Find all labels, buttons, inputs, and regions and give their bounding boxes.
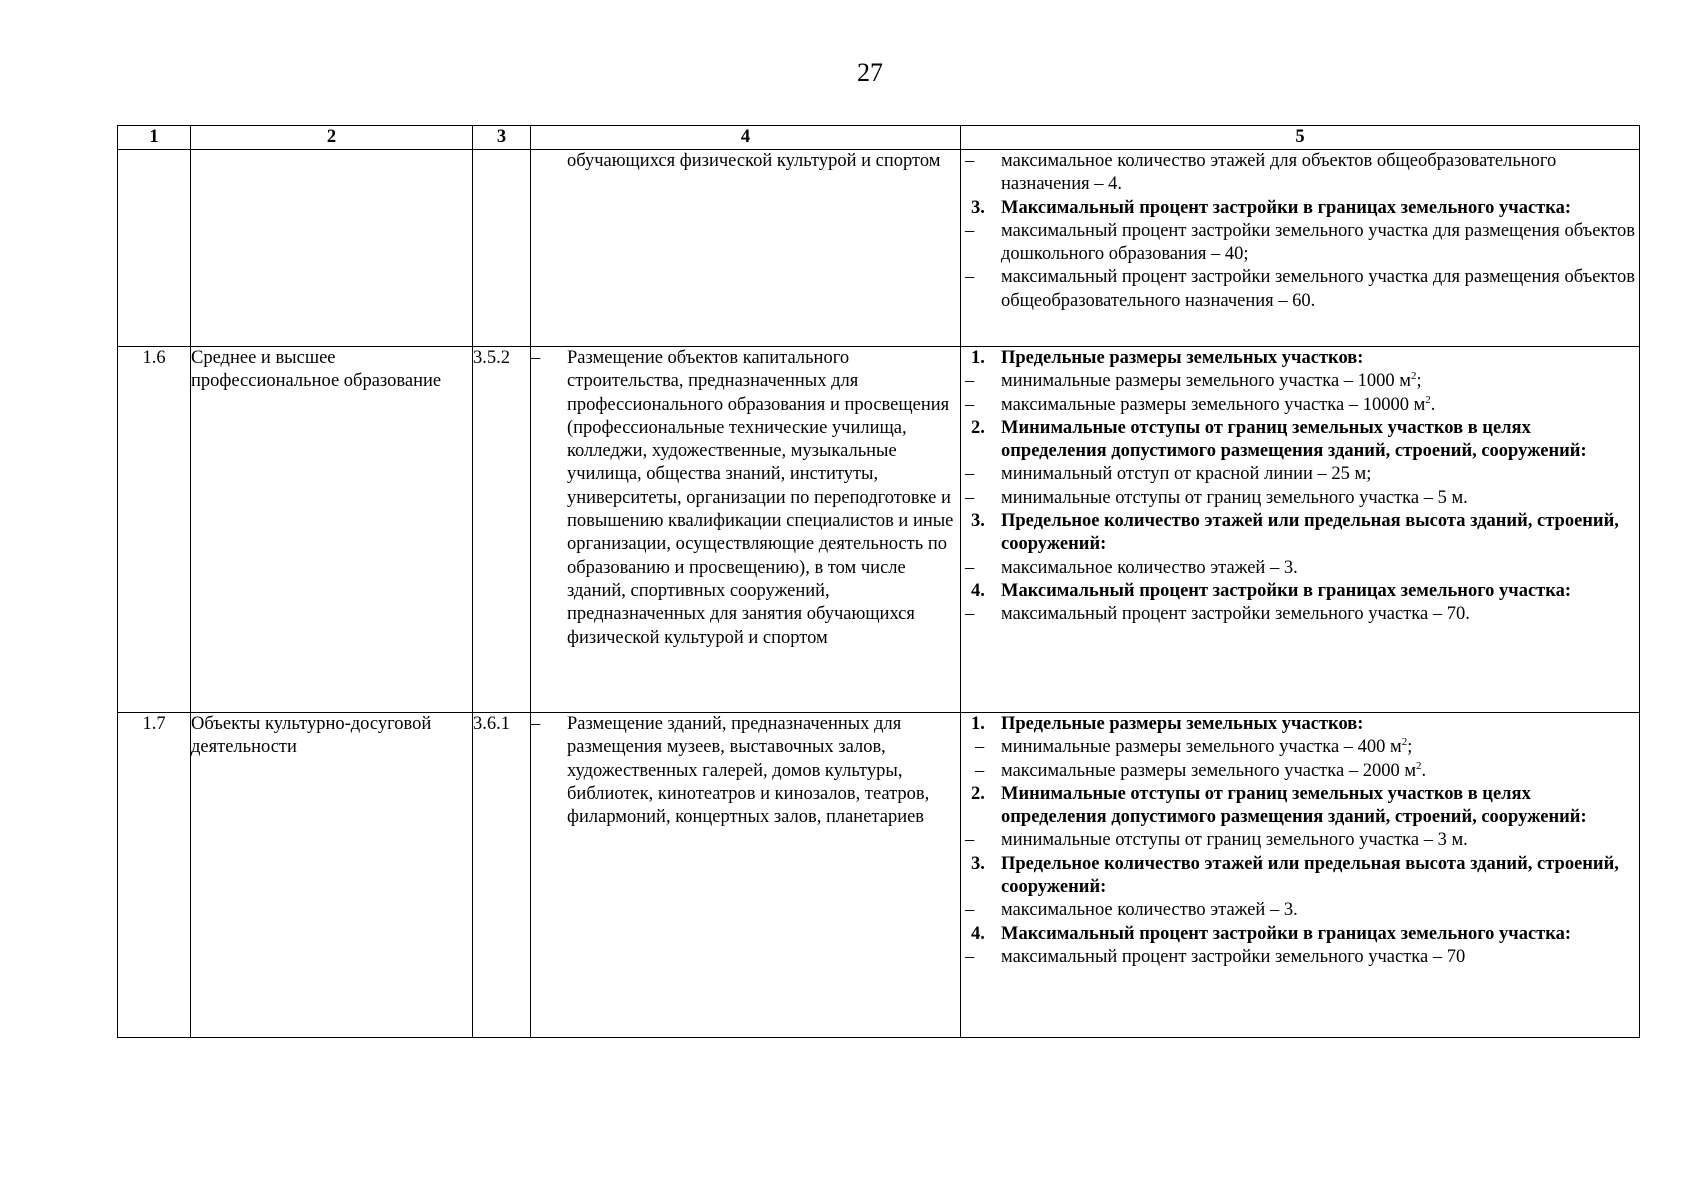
item-text-wrap [1001, 736, 1639, 759]
parameter-heading [961, 783, 1639, 830]
column-header: 2 [191, 126, 473, 150]
item-text: максимальные размеры земельного участка – 10000 м [1001, 394, 1426, 415]
item-text: максимальный процент застройки земельного участка для размещения объектов дошкольного образования – 40; [1001, 220, 1635, 265]
item-text: максимальный процент застройки земельного участка – 70 [1001, 946, 1466, 967]
description-dash: – [531, 348, 541, 368]
item-text: минимальные размеры земельного участка – 1000 м [1001, 371, 1411, 392]
parameter-item [961, 829, 1639, 852]
unit-superscript: 2 [1425, 393, 1431, 406]
item-text: Максимальный процент застройки в границах земельного участка: [1001, 197, 1572, 218]
land-use-name [191, 150, 473, 347]
row-number: 1.7 [118, 713, 191, 1038]
item-text: Предельное количество этажей или предельная высота зданий, строений, сооружений: [1001, 511, 1619, 555]
item-text-wrap [1001, 417, 1639, 464]
item-text-wrap [1001, 923, 1639, 946]
item-text: минимальные отступы от границ земельного участка – 3 м. [1001, 830, 1468, 851]
item-text-wrap [1001, 760, 1639, 783]
item-text-wrap [1001, 557, 1639, 580]
parameter-item [961, 394, 1639, 417]
item-number: 1. [971, 714, 985, 734]
item-text: максимальное количество этажей для объектов общеобразовательного назначения – 4. [1001, 151, 1557, 195]
item-punctuation: . [1430, 394, 1436, 415]
table-body [118, 150, 1640, 1038]
row-number: 1.6 [118, 347, 191, 713]
item-text: максимальные размеры земельного участка – 2000 м [1001, 760, 1417, 781]
column-header: 3 [473, 126, 531, 150]
item-dash: – [965, 604, 975, 625]
parameter-item [961, 370, 1639, 393]
column-header: 5 [961, 126, 1640, 150]
land-use-code: 3.6.1 [473, 713, 531, 1038]
item-text-wrap [1001, 510, 1639, 557]
table-row [118, 713, 1640, 1038]
item-text: Предельные размеры земельных участков: [1001, 714, 1364, 734]
item-text: минимальные отступы от границ земельного участка – 5 м. [1001, 487, 1468, 508]
item-dash: – [965, 151, 975, 171]
item-dash: – [965, 900, 975, 921]
description-text: Размещение зданий, предназначенных для размещения музеев, выставочных залов, художественных галерей, домов культуры, библиотек, кинотеатров и кинозалов, театров, филармоний, концертных залов, планетариев [567, 714, 930, 828]
item-text: Минимальные отступы от границ земельных участков в целях определения допустимого размещения зданий, строений, сооружений: [1001, 783, 1587, 828]
item-dash: – [965, 220, 975, 241]
item-text: максимальное количество этажей – 3. [1001, 900, 1298, 921]
item-text-wrap [1001, 370, 1639, 393]
item-number: 4. [971, 580, 985, 601]
item-text: Максимальный процент застройки в границах земельного участка: [1001, 923, 1572, 944]
parameter-item [961, 463, 1639, 486]
item-text-wrap [1001, 266, 1639, 313]
item-text-wrap [1001, 580, 1639, 603]
item-dash: – [965, 830, 975, 851]
row-number [118, 150, 191, 347]
description-text: обучающихся физической культурой и спортом [567, 151, 941, 171]
parameter-heading [961, 580, 1639, 603]
item-text: Максимальный процент застройки в границах земельного участка: [1001, 580, 1572, 601]
item-text: максимальное количество этажей – 3. [1001, 557, 1298, 578]
item-punctuation: ; [1407, 737, 1413, 758]
item-dash: – [965, 267, 975, 288]
item-text: максимальный процент застройки земельного участка – 70. [1001, 604, 1470, 625]
parameters-cell [961, 347, 1640, 713]
page-number: 27 [857, 58, 883, 87]
item-number: 3. [971, 197, 985, 218]
land-use-name: Среднее и высшее профессиональное образование [191, 347, 473, 713]
parameter-heading [961, 713, 1639, 736]
parameter-heading [961, 510, 1639, 557]
item-text-wrap [1001, 197, 1639, 220]
parameter-item [961, 150, 1639, 197]
item-dash: – [965, 557, 975, 578]
item-text-wrap [1001, 463, 1639, 486]
land-use-description [531, 150, 961, 347]
column-header: 4 [531, 126, 961, 150]
item-text: минимальные размеры земельного участка – 400 м [1001, 737, 1402, 758]
land-use-code [473, 150, 531, 347]
item-dash: – [975, 760, 985, 781]
land-use-table [117, 125, 1640, 1038]
parameter-item [961, 603, 1639, 626]
item-text-wrap [1001, 853, 1639, 900]
unit-superscript: 2 [1401, 736, 1408, 749]
item-number: 2. [971, 417, 985, 438]
column-header-row [118, 126, 1640, 150]
item-text: Предельное количество этажей или предельная высота зданий, строений, сооружений: [1001, 853, 1619, 898]
parameter-item [961, 220, 1639, 267]
parameter-heading [961, 923, 1639, 946]
parameter-item [961, 946, 1639, 969]
parameters-cell [961, 713, 1640, 1038]
parameter-item [961, 487, 1639, 510]
item-text: Предельные размеры земельных участков: [1001, 348, 1364, 368]
item-text-wrap [1001, 487, 1639, 510]
land-use-description [531, 347, 961, 713]
item-dash: – [965, 464, 975, 485]
item-dash: – [965, 487, 975, 508]
parameter-item [961, 760, 1639, 783]
item-number: 2. [971, 783, 985, 804]
parameter-item [961, 736, 1639, 759]
item-punctuation: ; [1416, 371, 1422, 392]
unit-superscript: 2 [1411, 370, 1417, 383]
item-text-wrap [1001, 783, 1639, 830]
item-dash: – [975, 737, 985, 758]
item-text-wrap [1001, 220, 1639, 267]
item-text-wrap [1001, 603, 1639, 626]
table-row [118, 347, 1640, 713]
parameter-heading [961, 197, 1639, 220]
land-use-name: Объекты культурно-досуговой деятельности [191, 713, 473, 1038]
item-text: Минимальные отступы от границ земельных участков в целях определения допустимого размещения зданий, строений, сооружений: [1001, 417, 1587, 462]
item-number: 4. [971, 923, 985, 944]
item-text-wrap [1001, 899, 1639, 922]
item-text-wrap [1001, 347, 1639, 370]
item-dash: – [965, 946, 975, 967]
item-number: 3. [971, 511, 985, 532]
parameter-heading [961, 417, 1639, 464]
item-text-wrap [1001, 946, 1639, 969]
parameter-heading [961, 853, 1639, 900]
table-row [118, 150, 1640, 347]
item-text: минимальный отступ от красной линии – 25 м; [1001, 464, 1372, 485]
item-text: максимальный процент застройки земельного участка для размещения объектов общеобразовательного назначения – 60. [1001, 267, 1635, 311]
item-punctuation: . [1421, 760, 1427, 781]
item-text-wrap [1001, 713, 1639, 736]
land-use-code: 3.5.2 [473, 347, 531, 713]
parameters-cell [961, 150, 1640, 347]
item-number: 1. [971, 348, 985, 368]
unit-superscript: 2 [1416, 759, 1422, 772]
parameter-heading [961, 347, 1639, 370]
item-text-wrap [1001, 829, 1639, 852]
description-text: Размещение объектов капитального строительства, предназначенных для профессионального образования и просвещения (профессиональные технические училища, колледжи, художественные, музыкальные училища, общества знаний, институты, университеты, организации по переподготовке и повышению квалификации специалистов и иные организации, осуществляющие деятельность по образованию и просвещению), в том числе зданий, спортивных сооружений, предназначенных для занятия обучающихся физической культурой и спортом [567, 348, 954, 648]
parameter-item [961, 899, 1639, 922]
item-dash: – [965, 394, 975, 415]
item-dash: – [965, 371, 975, 392]
column-header: 1 [118, 126, 191, 150]
parameter-item [961, 557, 1639, 580]
item-number: 3. [971, 853, 985, 874]
description-dash: – [531, 714, 541, 734]
item-text-wrap [1001, 150, 1639, 197]
item-text-wrap [1001, 394, 1639, 417]
land-use-description [531, 713, 961, 1038]
parameter-item [961, 266, 1639, 313]
description-dash [531, 150, 567, 173]
